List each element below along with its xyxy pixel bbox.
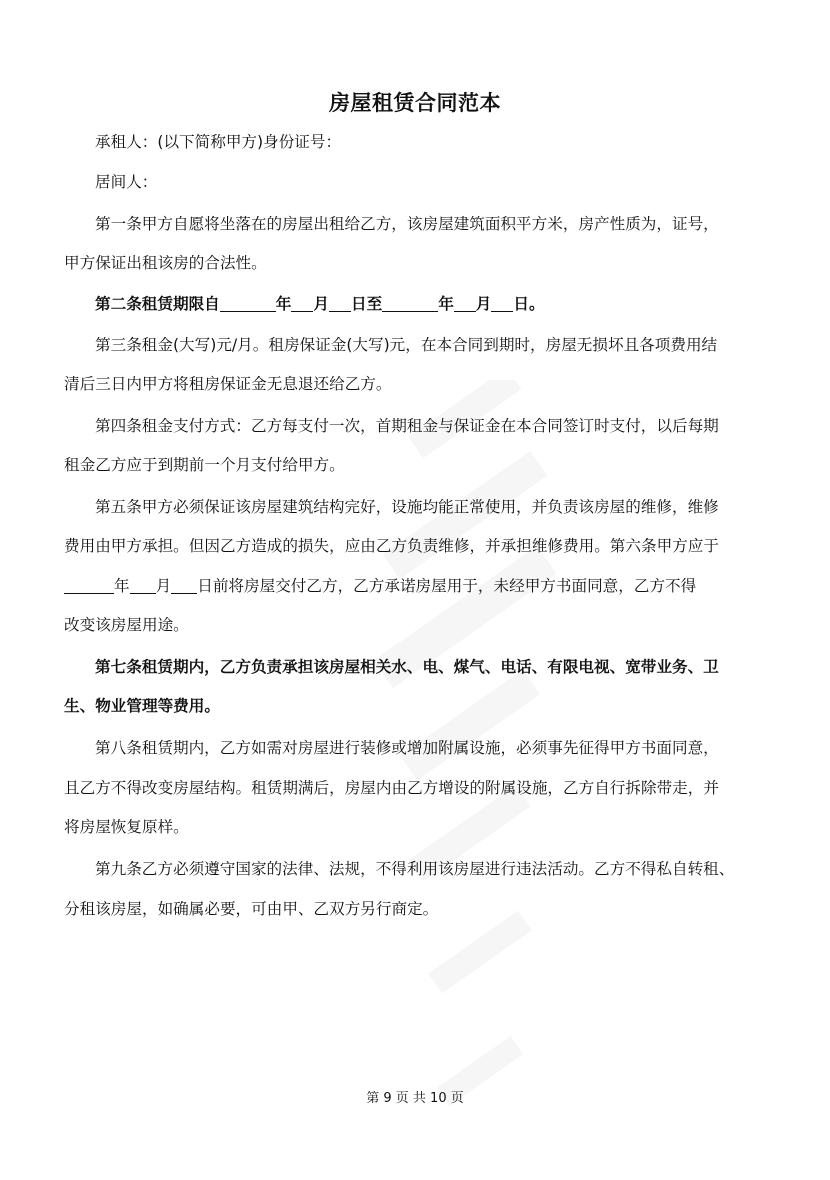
article-2-text-c: 月 (313, 295, 329, 313)
article-7-line-2: 生、物业管理等费用。 (64, 697, 220, 715)
article-8-line-2: 且乙方不得改变房屋结构。租赁期满后，房屋内由乙方增设的附属设施，乙方自行拆除带走，并 (64, 779, 719, 797)
blank-field (454, 293, 476, 312)
article-1-line-2: 甲方保证出租该房的合法性。 (64, 254, 267, 272)
article-6-text-a: 年 (114, 577, 130, 595)
article-6-line (64, 570, 776, 603)
blank-field (64, 575, 114, 594)
blank-field (291, 293, 313, 312)
article-2-text-e: 年 (438, 295, 454, 313)
article-5-line-2: 费用由甲方承担。但因乙方造成的损失，应由乙方负责维修，并承担维修费用。第六条甲方应于 (64, 537, 719, 555)
article-6-line-2: 改变该房屋用途。 (64, 616, 189, 634)
article-7-line-1: 第七条租赁期内，乙方负责承担该房屋相关水、电、煤气、电话、有限电视、宽带业务、卫 (95, 658, 719, 676)
article-4-line-2: 租金乙方应于到期前一个月支付给甲方。 (64, 456, 345, 474)
blank-field (130, 575, 156, 594)
article-6-text-b: 月 (155, 577, 172, 595)
intermediary-line: 居间人： (95, 173, 158, 191)
article-2-text-d: 日至 (350, 295, 383, 313)
blank-field (171, 575, 197, 594)
article-2-text-b: 年 (275, 295, 292, 313)
article-8-line-3: 将房屋恢复原样。 (64, 818, 189, 836)
lessor-line: 承租人：(以下简称甲方)身份证号： (95, 133, 342, 151)
article-2-text-g: 日。 (513, 295, 545, 313)
blank-field (329, 293, 351, 312)
article-8-line-1: 第八条租赁期内，乙方如需对房屋进行装修或增加附属设施，必须事先征得甲方书面同意， (95, 739, 719, 757)
article-3-line-1: 第三条租金(大写)元/月。租房保证金(大写)元，在本合同到期时，房屋无损坏且各项费用结 (95, 336, 718, 354)
blank-field (220, 293, 276, 312)
article-4-line-1: 第四条租金支付方式：乙方每支付一次，首期租金与保证金在本合同签订时支付，以后每期 (95, 417, 719, 435)
article-6-text-c: 日前将房屋交付乙方，乙方承诺房屋用于，未经甲方书面同意，乙方不得 (197, 577, 697, 595)
article-2-text-f: 月 (475, 295, 492, 313)
article-2 (95, 288, 776, 321)
article-9-line-1: 第九条乙方必须遵守国家的法律、法规，不得利用该房屋进行违法活动。乙方不得私自转租、 (95, 860, 735, 878)
page-number: 第 9 页 共 10 页 (366, 1091, 464, 1106)
article-2-text-a: 第二条租赁期限自 (95, 295, 220, 313)
article-9-line-2: 分租该房屋，如确属必要，可由甲、乙双方另行商定。 (64, 900, 439, 918)
blank-field (382, 293, 438, 312)
blank-field (491, 293, 513, 312)
document-title: 房屋租赁合同范本 (329, 91, 501, 115)
article-3-line-2: 清后三日内甲方将租房保证金无息退还给乙方。 (64, 375, 392, 393)
article-5-line-1: 第五条甲方必须保证该房屋建筑结构完好，设施均能正常使用，并负责该房屋的维修，维修 (95, 498, 719, 516)
article-1-line-1: 第一条甲方自愿将坐落在的房屋出租给乙方，该房屋建筑面积平方米，房产性质为，证号， (95, 215, 719, 233)
